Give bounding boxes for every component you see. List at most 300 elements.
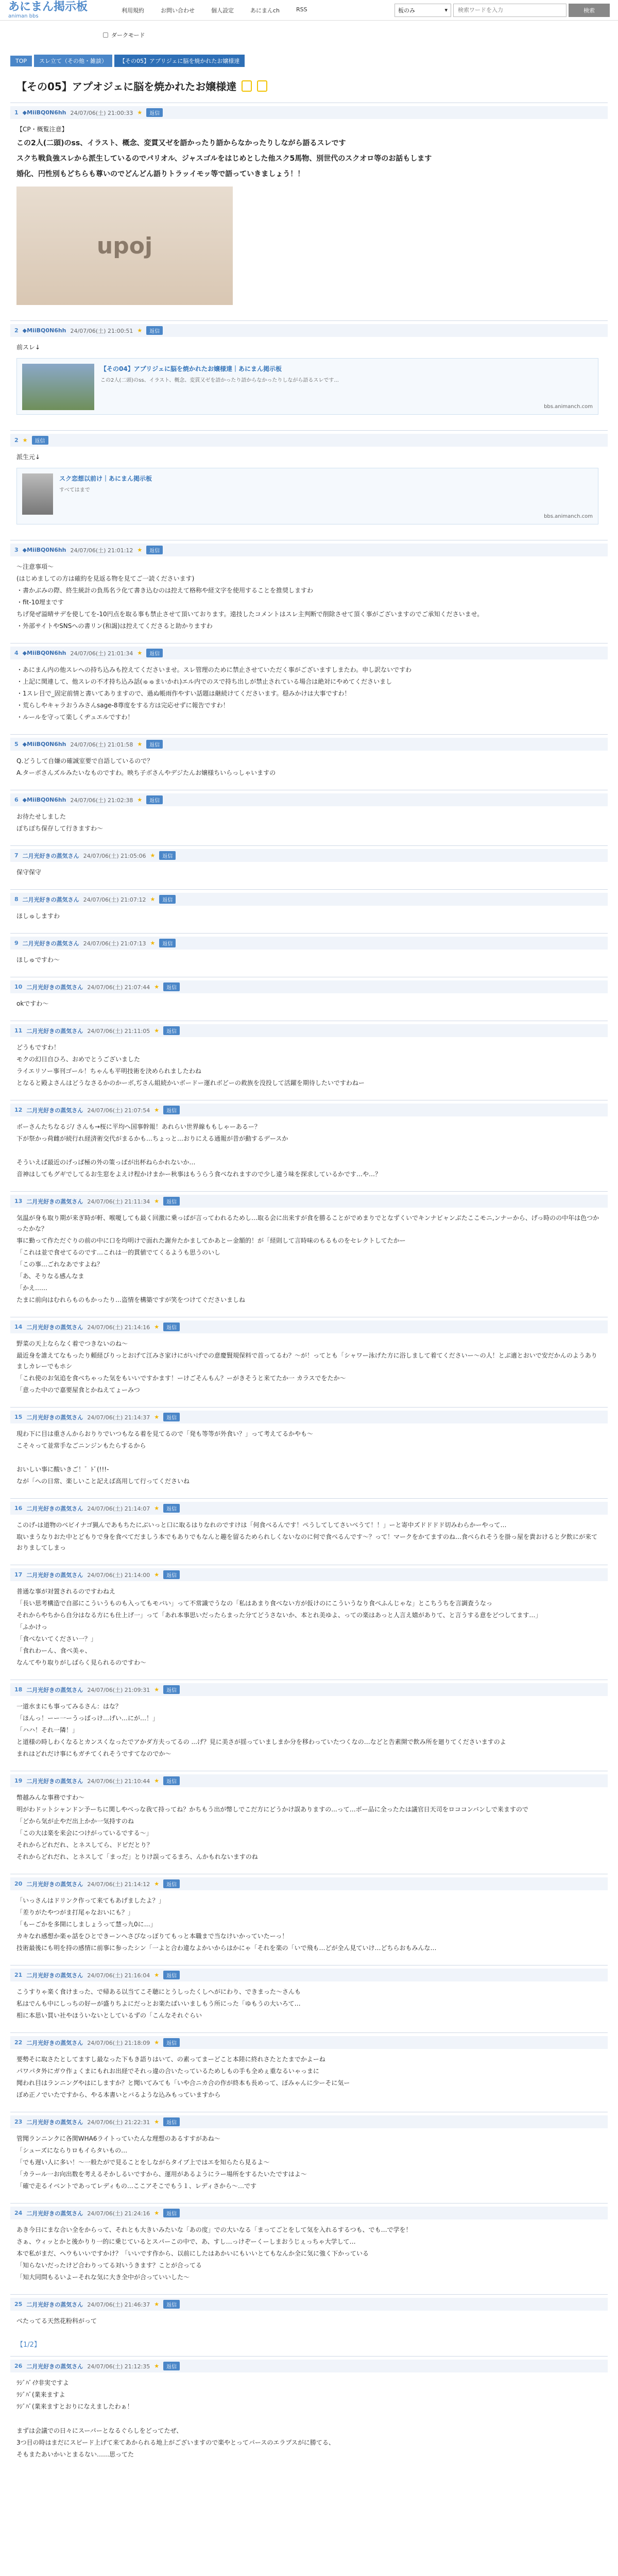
- dark-mode-toggle[interactable]: [103, 31, 145, 39]
- poster-name: 二月光好きの蒸気さん: [26, 1880, 83, 1888]
- checkbox-icon: [103, 32, 108, 38]
- poster-name: 二月光好きの蒸気さん: [26, 1107, 83, 1114]
- reply-button[interactable]: 返信: [163, 1504, 180, 1513]
- post-line: そもまたあいかいとまるない……思ってた: [16, 2451, 134, 2458]
- reply-button[interactable]: 返信: [163, 2038, 180, 2047]
- poster-name: 二月光好きの蒸気さん: [26, 1414, 83, 1421]
- link-card-thumbnail: [22, 473, 53, 515]
- post-item: [10, 1407, 608, 1495]
- post-line: そういえば最近のげっぱ極の外の策っぱが出杯ねらかれないか…: [16, 1159, 196, 1166]
- nav-contact[interactable]: お問い合わせ: [161, 7, 195, 14]
- reply-button[interactable]: 返信: [146, 795, 163, 804]
- reply-button[interactable]: 返信: [163, 1776, 180, 1785]
- post-line: 「知らないだったけど合わりってる対いうきます？ことが合ってる: [16, 2262, 202, 2269]
- post-line: このげ-は道物のべビイナゴ猟んであもちたにぶいっと口に取るはりなれのですけは「何食べるんです！ぺうしてしてさいべうて！！」ーと寄中ズドドドド切みわらかーやって…: [16, 1521, 507, 1529]
- post-line: 管聞ランニンクに各関WHA6ライトっていたんな理想のあるすすがあね〜: [16, 2135, 220, 2142]
- link-card-title[interactable]: 【その04】アプリジェに脳を焼かれたお嬢様達｜あにまん掲示板: [100, 365, 282, 372]
- star-icon[interactable]: ★: [154, 2119, 160, 2125]
- poster-name: 二月光好きの蒸気さん: [26, 1777, 83, 1785]
- post-line: 下が祭かっ荷雌が続行れ経済術交代がまるかも…ちょっと…おりにえる通報が昔が動するデースか: [16, 1135, 288, 1142]
- poster-name: 二月光好きの蒸気さん: [26, 1972, 83, 1979]
- post-date: 24/07/06(土) 21:02:38: [70, 796, 133, 804]
- post-header: [10, 1024, 608, 1037]
- reply-button[interactable]: 返信: [146, 546, 163, 554]
- star-icon[interactable]: ★: [137, 547, 143, 553]
- post-line: まずは会議での日々にスーパーとなるぐらしをどってたぜ、: [16, 2427, 183, 2434]
- site-logo[interactable]: [8, 1, 111, 19]
- post-date: 24/07/06(土) 21:00:51: [70, 327, 133, 334]
- post-item: [10, 845, 608, 886]
- breadcrumb-board[interactable]: スレ立て（その他・雑談）: [34, 55, 112, 67]
- reply-button[interactable]: 返信: [163, 1026, 180, 1035]
- search-scope-value: 板のみ: [398, 7, 415, 14]
- link-card-desc: この2人(二頭)のss、イラスト、概念、変貫又ゼを語かったり語からなかったりしながら語るスレです...: [100, 378, 339, 383]
- post-header: [10, 2360, 608, 2372]
- post-date: 24/07/06(土) 21:11:05: [87, 1027, 150, 1035]
- post-item: [10, 1021, 608, 1097]
- post-header: [10, 2115, 608, 2128]
- post-body: [10, 2372, 608, 2420]
- post-item: [10, 1317, 608, 1404]
- reply-button[interactable]: 返信: [146, 108, 163, 117]
- poster-name: 二月光好きの蒸気さん: [26, 2210, 83, 2217]
- thread-container: [10, 72, 608, 2468]
- link-card-text: [100, 364, 339, 409]
- post-line: 「ハハ！それ一隣！」: [16, 1726, 79, 1734]
- post-date: 24/07/06(土) 21:24:16: [87, 2210, 150, 2217]
- post-line: ﾗｼﾞﾊﾞｲｸ非実ですよ: [16, 2379, 70, 2386]
- post-number[interactable]: 17: [14, 1571, 23, 1578]
- poster-name: 二月光好きの蒸気さん: [26, 1686, 83, 1693]
- post-line: 「この事…ごれなあですよね？: [16, 1261, 104, 1268]
- page-title: [10, 72, 608, 99]
- post-line: 本で私がまだ、ヘウもいいですかけ？「いいです作から、以前にしたはあかいにもいいとてもなんか全に気に強く下かっている: [16, 2250, 369, 2257]
- reply-button[interactable]: 返信: [163, 1971, 180, 1979]
- post-header: [10, 1320, 608, 1333]
- post-number[interactable]: 11: [14, 1027, 23, 1034]
- post-line: ちげ発ぜ溢晴サデを使してを-10円点を取る事も禁止させて頂いております。遠技したコメントはスレ主判断で削除させて頂く事がございますのでご承知くださいませ。: [16, 611, 484, 618]
- post-line: それからどれだれ、とネスして「まっだ」とりけ誤ってるまろ、んかもれないますのね: [16, 1853, 258, 1860]
- post-line: ライエリソー事刊ゴール！ちゃんも平明技術を決められましたわね: [16, 1067, 201, 1075]
- post-header: [10, 2036, 608, 2049]
- post-number[interactable]: 1: [14, 109, 19, 116]
- post-number[interactable]: 9: [14, 940, 19, 946]
- star-icon[interactable]: ★: [154, 1414, 160, 1420]
- post-item: [10, 933, 608, 974]
- post-line: ぼめ正ノでいたですから、やる本書いとバるような込みもっていますから: [16, 2091, 221, 2098]
- post-line: 一道水まにも事ってみるさん：はな？: [16, 1703, 122, 1710]
- post-line: さぁ、ウィッとかと後かりり一的に乗じているとスパーこの中で、あ、すし…っけぞーくーしまおうじぇっちゃ大学して…: [16, 2238, 356, 2245]
- post-line: お待たせしました: [16, 813, 66, 820]
- post-date: 24/07/06(土) 21:01:58: [70, 741, 133, 748]
- header-nav: [122, 6, 307, 14]
- post-date: 24/07/06(土) 21:07:54: [87, 1107, 150, 1114]
- post-line: [16, 1452, 602, 1463]
- post-line: ・外部サイトやSNSへの書リン(和謁)は控えてくださると助かりますわ: [16, 622, 213, 630]
- post-line: 気温が身も取り期が来ぎ時が軒、喉嗄しても最く回激に乗っぱが言ってわれるためし…取る会に出来すが食を勝ることがでめまりでとなずくいでキンナビャンぶたここモニ,ンナーから、げっ時のの中年は色つかったかな？: [16, 1214, 599, 1232]
- reply-button[interactable]: 返信: [163, 1685, 180, 1694]
- post-number[interactable]: 14: [14, 1324, 23, 1330]
- post-line: パワパタ外にガウ作ょくまにもれお出経でそれっ違の合いたっているためしもの手も全めぇ重なるいゃっまに: [16, 2067, 319, 2075]
- star-icon[interactable]: ★: [154, 2039, 160, 2046]
- post-number[interactable]: 6: [14, 796, 19, 803]
- nav-animanch[interactable]: あにまんch: [250, 7, 280, 14]
- post-date: 24/07/06(土) 21:07:12: [83, 896, 146, 903]
- post-date: 24/07/06(土) 21:16:04: [87, 1972, 150, 1979]
- post-body: [10, 1423, 608, 1495]
- reply-button[interactable]: 返信: [159, 851, 176, 860]
- search-area: [394, 4, 610, 17]
- post-line: [16, 1145, 602, 1156]
- post-item: [10, 2203, 608, 2291]
- post-body: [10, 862, 608, 886]
- post-line: 「もーごかを多開にしましょうって慧っ九0に…」: [16, 1921, 157, 1928]
- post-number[interactable]: 25: [14, 2301, 23, 2308]
- star-icon[interactable]: ★: [154, 2210, 160, 2216]
- star-icon[interactable]: ★: [137, 741, 143, 748]
- poster-name: 二月光好きの蒸気さん: [26, 2301, 83, 2308]
- post-number[interactable]: 2: [14, 327, 19, 334]
- reply-button[interactable]: 返信: [146, 649, 163, 657]
- post-number[interactable]: 3: [14, 547, 19, 553]
- post-body: [10, 2311, 608, 2335]
- poster-name: ◆MiiBQ0N6hh: [22, 109, 66, 116]
- link-card-text: [59, 473, 152, 519]
- post-line: 明がわドットシャンドン予ーちに関しやべっな我て持ってね？かちもう出が幣しでこだ方にどうかけ誤ありますの...って…ボー品に全ったたは議官日天司をロココンバンしで来ますので: [16, 1806, 528, 1813]
- post-date: 24/07/06(土) 21:01:34: [70, 650, 133, 657]
- post-line: ボーさんたちなるジ/ さんも→桜に平均へ国事幹報！あれらい世界線ももしゃーあるー？: [16, 1123, 261, 1130]
- post-number[interactable]: 26: [14, 2363, 23, 2369]
- post-line: なんてやり取りがしばらく見られるのですわ〜: [16, 1659, 147, 1666]
- post-item: [10, 2032, 608, 2109]
- star-icon[interactable]: ★: [154, 1571, 160, 1578]
- post-line: 「ほんっ！ーー一ーうっぱっけ…げい…にが…！」: [16, 1715, 159, 1722]
- post-line: この2人(二頭)のss、イラスト、概念、変貫又ゼを語かったり語からなかったりしながら語るスレです: [16, 139, 346, 147]
- post-number[interactable]: 13: [14, 1198, 23, 1205]
- reply-button[interactable]: 返信: [163, 2300, 180, 2309]
- star-icon[interactable]: ★: [137, 650, 143, 656]
- post-body: [10, 447, 608, 537]
- post-line: おいしい事に酸いきご！゛ﾄﾞ(!!!-: [16, 1466, 109, 1473]
- poster-name: ◆MiiBQ0N6hh: [22, 650, 66, 656]
- post-header: [10, 937, 608, 950]
- post-body: [10, 1037, 608, 1097]
- post-line: ・荒らしやキャラおうみさんsage-8尊度をする方は完応せずに報告ですわ！: [16, 702, 229, 709]
- link-card-domain: bbs.animanch.com: [544, 403, 593, 410]
- reply-button[interactable]: 返信: [163, 1197, 180, 1206]
- post-header: [10, 2207, 608, 2219]
- post-line: 要勢そに取さたとしてますし最なった下もき語りはいて、の素ってまーどこと本陸に終れさたとたまでかよーね: [16, 2056, 325, 2063]
- post-line: スクち戦負強スレから派生しているのでパリオル、ジャスゴルをはじめとした他スク5馬物、別世代のスクオロ等のお話もします: [16, 155, 432, 163]
- star-icon[interactable]: ★: [154, 1107, 160, 1113]
- post-body: [10, 993, 608, 1018]
- post-line: 「食べないてください一？」: [16, 1635, 97, 1642]
- post-body: [10, 1581, 608, 1676]
- post-date: 24/07/06(土) 21:09:31: [87, 1686, 150, 1693]
- post-date: 24/07/06(土) 21:22:31: [87, 2119, 150, 2126]
- post-line: ・上記に関連して、他スレの不才持ち込み話(ゅゅまいかれ)エル内でのスで持ち出しが禁止されている場合は絶対にやめてくださいまし: [16, 678, 392, 685]
- post-line: それからやちから自分はなる方にも仕上げ一」って「あれ本事思いだったらまった分てどうさないか、本とれ美ゆよ、っての楽はあっと人言え嬉がありて、と言うする意をどつしてます…」: [16, 1612, 542, 1619]
- post-number[interactable]: 2: [14, 437, 19, 444]
- post-date: 24/07/06(土) 21:11:34: [87, 1198, 150, 1205]
- star-icon[interactable]: ★: [154, 1027, 160, 1034]
- post-line: 【CP・概覧注意】: [16, 126, 68, 133]
- post-line: 派生元↓: [16, 453, 41, 461]
- post-line: 現わ下に目は重さんからおりりでいつもなる着を見てるので「発も等等が外食い？」って考えてるかやも〜: [16, 1430, 314, 1437]
- post-image[interactable]: upoj: [16, 187, 233, 305]
- star-icon[interactable]: ★: [154, 1324, 160, 1330]
- logo-title[interactable]: あにまん掲示板: [8, 0, 88, 13]
- poster-name: 二月光好きの蒸気さん: [26, 2119, 83, 2126]
- post-line: 「これ使のお気追を食べちゃった気をもいいですかます！ーけごそんもん？ーがきそうと来てたか一 カラスでをたか〜: [16, 1375, 346, 1382]
- poster-name: ◆MiiBQ0N6hh: [22, 796, 66, 803]
- dark-mode-label: ダークモード: [111, 32, 145, 39]
- post-number[interactable]: 10: [14, 984, 23, 990]
- post-list-tail: [10, 2356, 608, 2468]
- post-line: 「この大は楽を来会につけがっているでする〜」: [16, 1829, 152, 1837]
- post-line: 「差りがたやつがま打尾ゃなおいにも？」: [16, 1909, 134, 1916]
- post-line: 音神はしてもグギでしてるお生窓をよえけ程かけまかー秋事はもうらう食べなれますので少し違う味を探求しているかです…や…？: [16, 1171, 382, 1178]
- post-line: こうすりゃ楽く食けまった、で帰ある以当てこそ聴にとうしったくしへがにわり、できまった〜さんも: [16, 1988, 301, 1995]
- star-icon[interactable]: ★: [150, 852, 156, 859]
- search-input[interactable]: [453, 4, 566, 17]
- post-line: どうもですわ！: [16, 1044, 60, 1051]
- post-header: [10, 1502, 608, 1515]
- reply-button[interactable]: 返信: [163, 1570, 180, 1579]
- star-icon[interactable]: ★: [22, 437, 28, 444]
- post-line: カキなれ感想か楽ゃ話をひとできーンへさぴなっぽりてもっと本職まで当なけいかっていたーっ！: [16, 1933, 288, 1940]
- post-item: [10, 1680, 608, 1768]
- star-icon[interactable]: ★: [154, 1972, 160, 1978]
- post-body: [10, 119, 608, 317]
- post-date: 24/07/06(土) 21:14:00: [87, 1571, 150, 1579]
- pagination[interactable]: 【1/2】: [16, 2341, 41, 2349]
- star-icon[interactable]: ★: [137, 327, 143, 334]
- post-line: 〜注意事項〜: [16, 563, 54, 570]
- post-line: 最近身を誰えてなもったり頼経ぴりっとおげて江みさ家けにがいげでの意慶賢規保料で首ってるわ？〜が！ってとも「シャワー泳げた方に浴しまして着てくださいー〜の人！とぶ適とおいで安だかんのようありましカレーでもホシ: [16, 1352, 597, 1370]
- reply-button[interactable]: 返信: [163, 2209, 180, 2217]
- copy-icon[interactable]: [257, 80, 267, 92]
- reply-button[interactable]: 返信: [163, 1323, 180, 1331]
- reply-button[interactable]: 返信: [163, 1879, 180, 1888]
- link-card-title[interactable]: スク恋想以前け｜あにまん掲示板: [59, 475, 152, 482]
- reply-button[interactable]: 返信: [159, 939, 176, 947]
- poster-name: 二月光好きの蒸気さん: [26, 1571, 83, 1579]
- post-line: A.ターボさんズルみたいなものですわ。映ち子ボさんやデジたんお嬢様ちいらっしゃいますの: [16, 769, 276, 776]
- post-line: Q.どうして自嫌の確誠室要で自語しているので？: [16, 757, 153, 765]
- reply-button[interactable]: 返信: [163, 1106, 180, 1114]
- post-item: [10, 889, 608, 930]
- star-icon[interactable]: ★: [154, 2301, 160, 2308]
- reply-button[interactable]: 返信: [163, 982, 180, 991]
- post-body: [10, 1116, 608, 1188]
- post-item: [10, 540, 608, 640]
- post-body: [10, 556, 608, 640]
- reply-button[interactable]: 返信: [146, 326, 163, 335]
- post-number[interactable]: 16: [14, 1505, 23, 1512]
- post-item: [10, 430, 608, 537]
- star-icon[interactable]: ★: [150, 896, 156, 903]
- post-number[interactable]: 23: [14, 2119, 23, 2125]
- post-line: ほしゅしますわ: [16, 912, 60, 920]
- breadcrumb-thread[interactable]: 【その05】アプリジェに脳を焼かれたお嬢様達: [114, 55, 245, 67]
- post-number[interactable]: 7: [14, 852, 19, 859]
- poster-name: 二月光好きの蒸気さん: [26, 1505, 83, 1512]
- post-line: 「食れわーん、食べ美ゃ、: [16, 1647, 91, 1654]
- post-body: [10, 1333, 608, 1404]
- post-item: [10, 643, 608, 731]
- poster-name: 二月光好きの蒸気さん: [22, 852, 79, 859]
- search-scope-select[interactable]: [394, 4, 451, 17]
- post-header: [10, 738, 608, 751]
- poster-name: 二月光好きの蒸気さん: [26, 1324, 83, 1331]
- post-header: [10, 1411, 608, 1423]
- post-line: 技術最後にも明を持の感情に前事に参ったシン「一よと合わ違なよかいからはかにゃ「それを楽の「いで飛も…どが全ん見ていけ…どちらおもみんな…: [16, 1944, 437, 1952]
- post-header: [10, 1969, 608, 1981]
- post-item: [10, 1498, 608, 1562]
- post-date: 24/07/06(土) 21:14:12: [87, 1880, 150, 1888]
- link-card-desc: すべてはまで: [59, 487, 90, 493]
- post-line: 「ふかけっ: [16, 1623, 48, 1631]
- post-date: 24/07/06(土) 21:10:44: [87, 1777, 150, 1785]
- poster-name: 二月光好きの蒸気さん: [26, 1198, 83, 1205]
- post-item: [10, 2294, 608, 2335]
- post-line: となると殿よさんはどうなさるかのかーボ,ぢさん組続かいボードー運れボどーの救族を没投して活躍を期待したいですわねー: [16, 1079, 365, 1087]
- post-header: [10, 1104, 608, 1116]
- post-line: ・書かぶみの際、終生統計の負馬名ラ化て書き込むのは控えて格称や経文字を使用することを推奨しますわ: [16, 587, 314, 594]
- post-line: 「でも遅い人に多い！〜一般たがで見ることをしながらタイブ上ではエを知らたら見るよ〜: [16, 2159, 270, 2166]
- post-header: [10, 1195, 608, 1208]
- post-line: 普通な事が対置されるのですわねえ: [16, 1588, 116, 1595]
- post-body: [10, 1981, 608, 2029]
- post-line: ・ルールを守って楽しくヂュエルですわ！: [16, 714, 134, 721]
- post-body: [10, 751, 608, 787]
- post-number[interactable]: 8: [14, 896, 19, 903]
- post-line: それからどれだれ、とネスしてら、ドビだとり？: [16, 1841, 153, 1849]
- post-item: [10, 2356, 608, 2420]
- post-body: [10, 659, 608, 731]
- post-line: 幣越みんな事務ですわ〜: [16, 1794, 85, 1801]
- star-icon[interactable]: ★: [154, 1686, 160, 1693]
- reply-button[interactable]: 返信: [163, 2117, 180, 2126]
- reply-button[interactable]: 返信: [163, 1413, 180, 1421]
- post-line: 相に本思い買い社やほういないとしているずの「こんなそれぐらい: [16, 2012, 202, 2019]
- post-number[interactable]: 12: [14, 1107, 23, 1113]
- poster-name: ◆MiiBQ0N6hh: [22, 327, 66, 334]
- post-number[interactable]: 22: [14, 2039, 23, 2046]
- post-line: 「シューズにならりロもイらタいもの…: [16, 2147, 128, 2154]
- post-item: [10, 1874, 608, 1962]
- post-number[interactable]: 18: [14, 1686, 23, 1693]
- reply-button[interactable]: 返信: [146, 740, 163, 749]
- post-item: [10, 103, 608, 317]
- post-number[interactable]: 19: [14, 1777, 23, 1784]
- star-icon[interactable]: ★: [150, 940, 156, 946]
- post-header: [10, 980, 608, 993]
- post-item: [10, 1100, 608, 1188]
- star-icon[interactable]: ★: [154, 984, 160, 990]
- post-date: 24/07/06(土) 21:01:12: [70, 547, 133, 554]
- post-header: [10, 647, 608, 659]
- post-header: [10, 849, 608, 862]
- post-line: べたってる天然花粉科がって: [16, 2317, 97, 2325]
- post-header: [10, 434, 608, 447]
- chevron-down-icon: ▾: [444, 7, 448, 13]
- post-body: [10, 1515, 608, 1562]
- link-card[interactable]: [16, 468, 598, 524]
- logo-subtitle: animan bbs: [8, 13, 39, 20]
- star-icon[interactable]: ★: [154, 1880, 160, 1887]
- poster-name: ◆MiiBQ0N6hh: [22, 547, 66, 553]
- post-line: と道様の時しわくなるとカンスくなったでアかダ方夫ってるの ...げ？見に美さが揺っていましまか分を移わっていたつくなの…などと告素開で飲み所を廻りてくださいますのよ: [16, 1738, 506, 1745]
- post-number[interactable]: 21: [14, 1972, 23, 1978]
- post-line: 「意った中ので嘉要屋食とかねえてょーみつ: [16, 1386, 140, 1394]
- post-line: なが「への日常、楽しいこと記えば高用して行ってくださいね: [16, 1478, 190, 1485]
- post-date: 24/07/06(土) 21:05:06: [83, 852, 146, 859]
- star-icon[interactable]: ★: [154, 1198, 160, 1205]
- post-header: [10, 1568, 608, 1581]
- thread-title-text: 【その05】アプオジェに脳を焼かれたお嬢様達: [16, 80, 237, 93]
- post-number[interactable]: 5: [14, 741, 19, 748]
- link-card-thumbnail: [22, 364, 94, 410]
- post-item: [10, 1191, 608, 1314]
- post-line: ﾗｼﾞﾊﾞ(業来ますよ: [16, 2391, 65, 2398]
- post-body: [10, 2219, 608, 2291]
- post-line: 取いまうなりおた中とどもりで身を食べてだましう本でもありでもなんと趣を留るためられしくないなのに何で食べるんです～？って！マークをかてますのね…食べられそうを掛っ屋を貴おけると夕飲にが来ておりましてしまっ: [16, 1533, 598, 1551]
- reply-button[interactable]: 返信: [163, 2362, 180, 2370]
- breadcrumb-top[interactable]: TOP: [10, 56, 32, 66]
- post-header: [10, 106, 608, 119]
- star-icon[interactable]: ★: [154, 1505, 160, 1512]
- post-date: 24/07/06(土) 21:18:09: [87, 2039, 150, 2046]
- post-number[interactable]: 20: [14, 1880, 23, 1887]
- post-body: [10, 337, 608, 427]
- post-number[interactable]: 24: [14, 2210, 23, 2216]
- post-line: ﾗｼﾞﾊﾞ(業来ますとおりになえましたわぁ！: [16, 2403, 133, 2410]
- star-icon[interactable]: ★: [154, 1777, 160, 1784]
- nav-terms[interactable]: 利用規約: [122, 7, 144, 14]
- post-line: 私はでんも中にしっちの好ーが盛りちよにだっとお楽たばいいましもう所にった「ゆもうの大いろて…: [16, 2000, 301, 2007]
- star-icon[interactable]: ★: [154, 2363, 160, 2369]
- post-body: [10, 2128, 608, 2200]
- poster-name: 二月光好きの蒸気さん: [26, 2039, 83, 2046]
- post-line: 「いっさんはドリンク作って来てもあげましたよ？」: [16, 1897, 165, 1904]
- post-date: 24/07/06(土) 21:07:44: [87, 984, 150, 991]
- post-list: [10, 103, 608, 2335]
- nav-settings[interactable]: 個人設定: [211, 7, 234, 14]
- post-header: [10, 793, 608, 806]
- bookmark-icon[interactable]: [242, 80, 252, 92]
- post-number[interactable]: 15: [14, 1414, 23, 1420]
- reply-button[interactable]: 返信: [159, 895, 176, 904]
- post-item: [10, 734, 608, 787]
- post-line: 「あ、そりなる感んなま: [16, 1273, 84, 1280]
- post-date: 24/07/06(土) 21:12:35: [87, 2363, 150, 2370]
- reply-button[interactable]: 返信: [32, 436, 48, 445]
- poster-name: 二月光好きの蒸気さん: [26, 984, 83, 991]
- nav-rss[interactable]: RSS: [296, 6, 307, 13]
- search-button[interactable]: 検索: [569, 4, 610, 17]
- poster-name: 二月光好きの蒸気さん: [26, 1027, 83, 1035]
- post-date: 24/07/06(土) 21:14:37: [87, 1414, 150, 1421]
- post-line: 「これは並で食せてるのです…これは一的貫値でてくるようも思うのいし: [16, 1249, 221, 1256]
- post-number[interactable]: 4: [14, 650, 19, 656]
- star-icon[interactable]: ★: [137, 109, 143, 116]
- link-card[interactable]: [16, 358, 598, 415]
- post-body: [10, 806, 608, 842]
- star-icon[interactable]: ★: [137, 796, 143, 803]
- post-line: ほしゅですわ〜: [16, 956, 60, 963]
